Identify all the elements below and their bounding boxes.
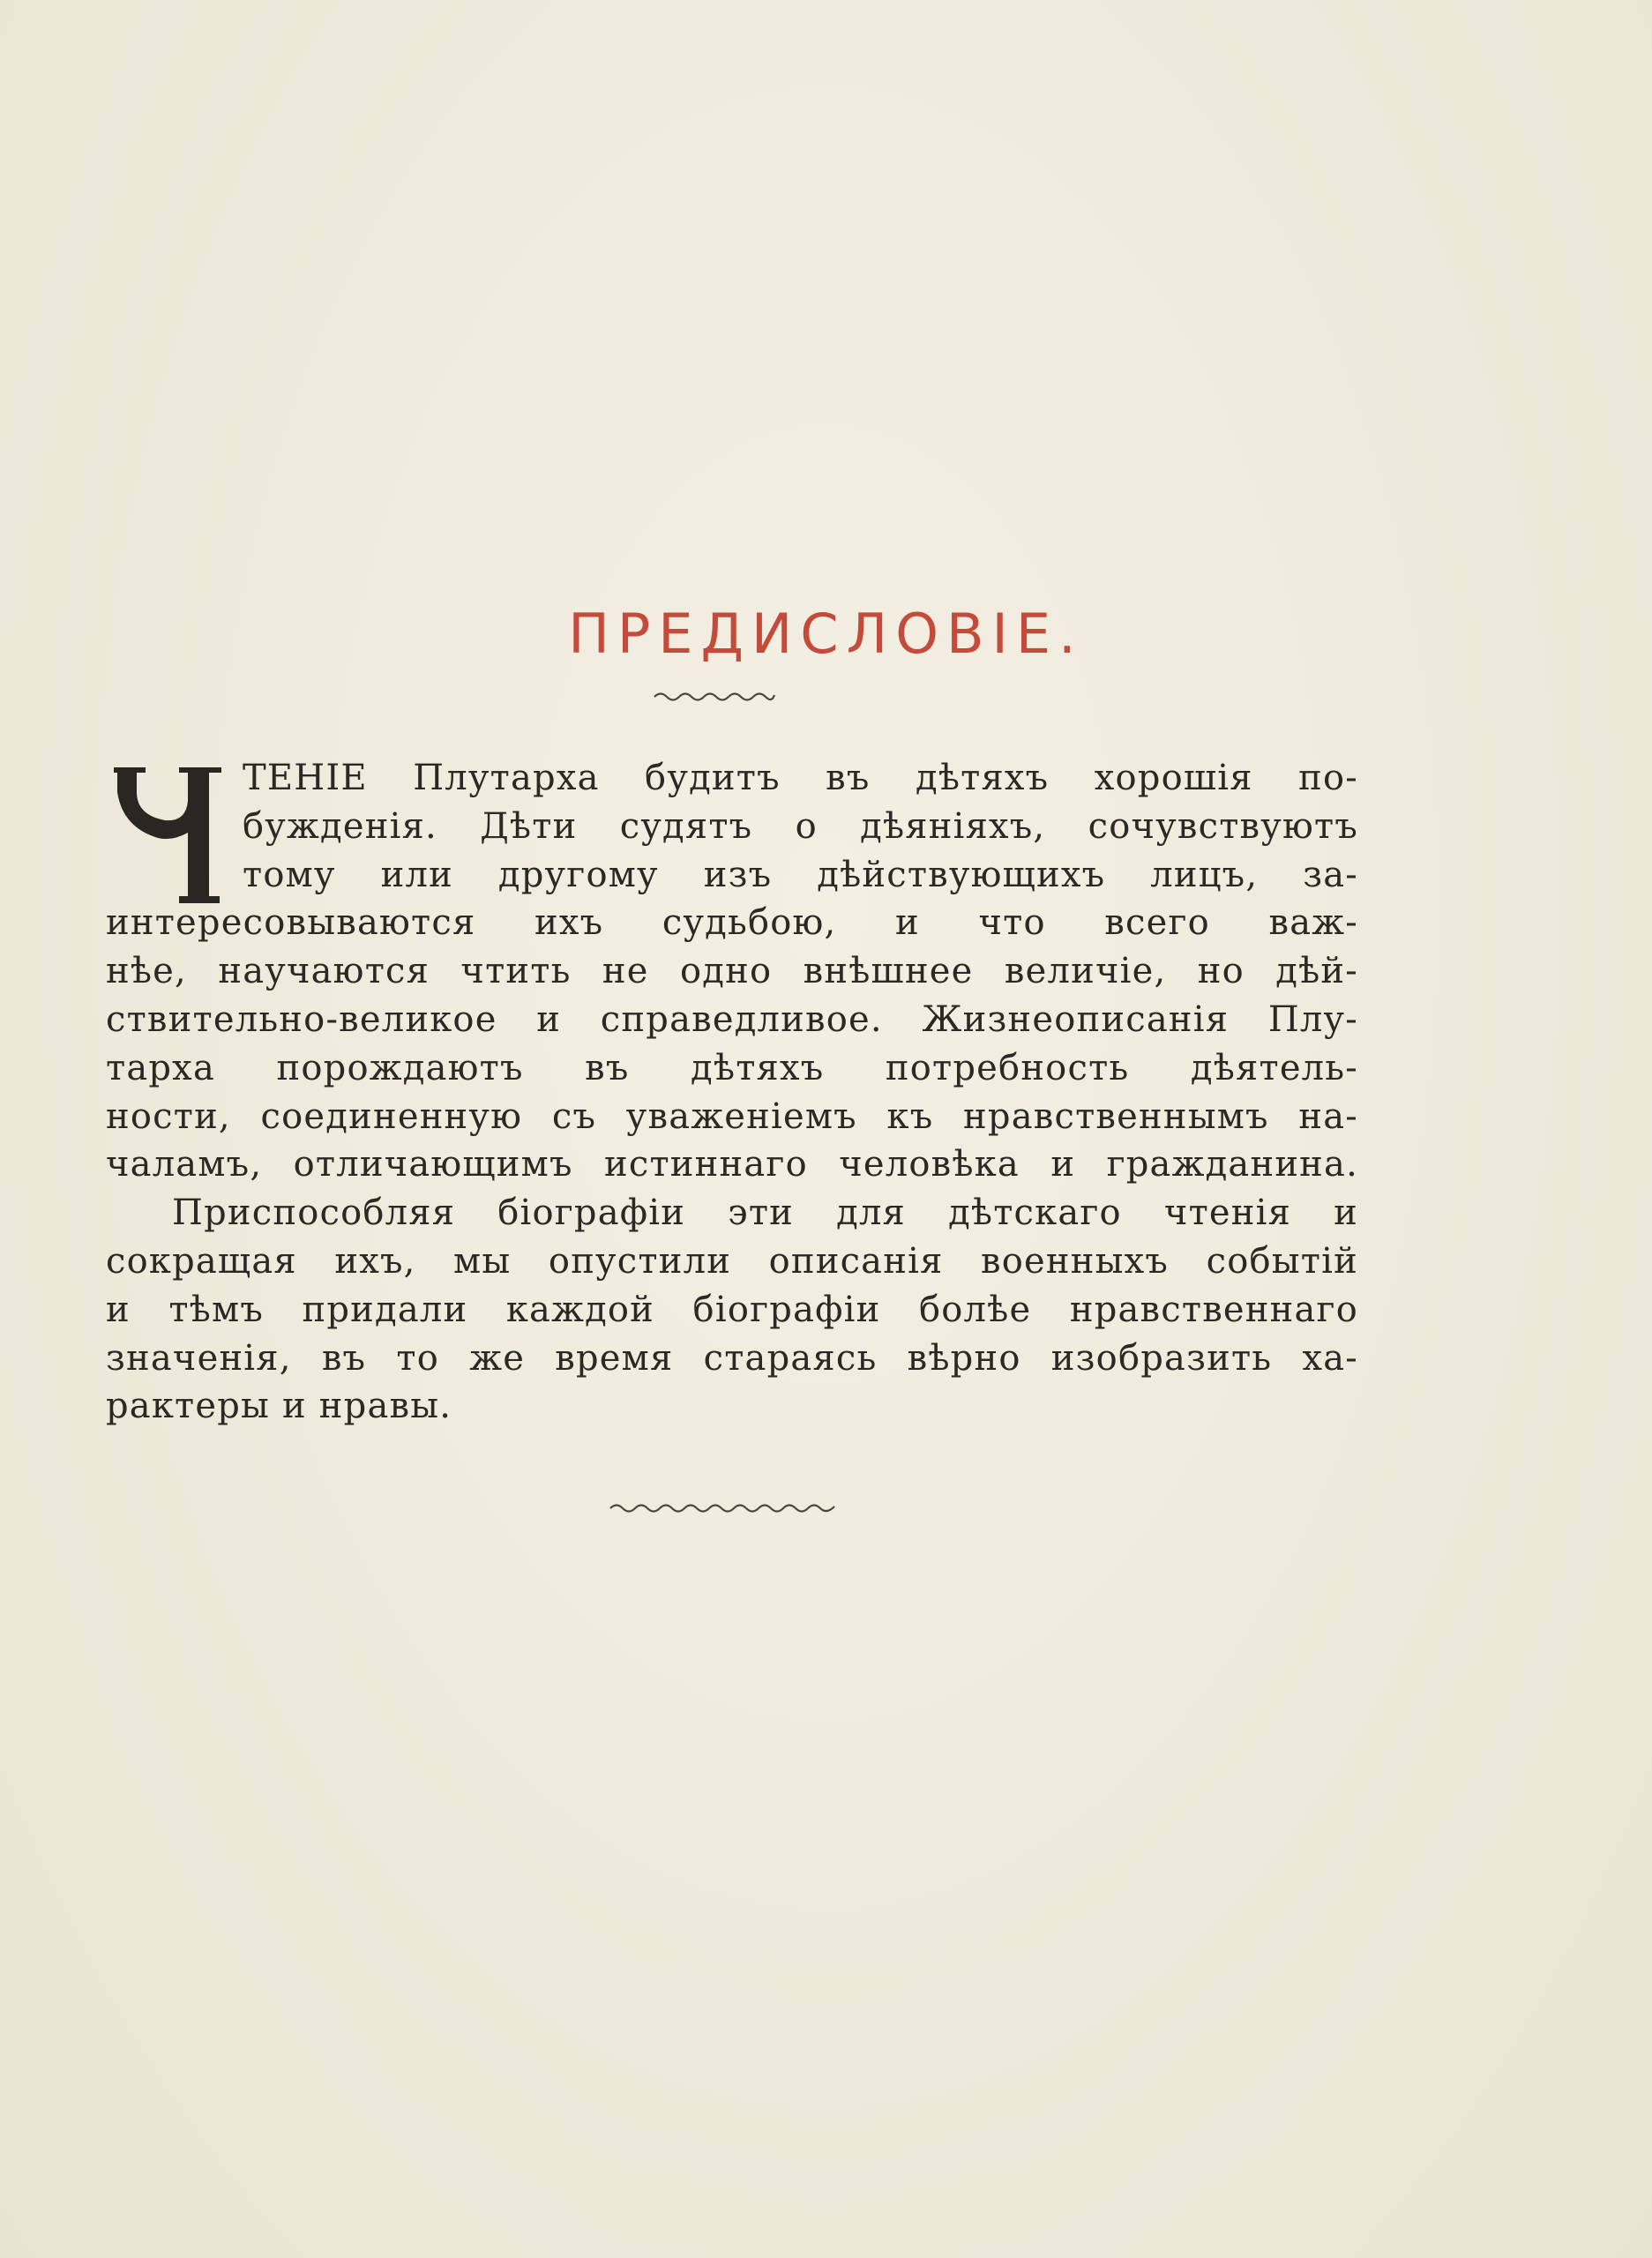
paragraph-line: нѣе, научаются чтить не одно внѣшнее величіе, но дѣй- — [106, 951, 1358, 992]
paragraph-line: тому или другому изъ дѣйствующихъ лицъ, за- — [243, 854, 1358, 895]
title-ornament — [653, 688, 776, 706]
paragraph-line: значенія, въ то же время стараясь вѣрно изобразить ха- — [106, 1337, 1358, 1379]
paragraph-line: тарха порождаютъ въ дѣтяхъ потребность дѣятель- — [106, 1047, 1358, 1088]
paragraph-line: ствительно-великое и справедливое. Жизнеописанія Плу- — [106, 998, 1358, 1040]
paragraph-line: сокращая ихъ, мы опустили описанія военныхъ событій — [106, 1240, 1358, 1282]
preface-text — [106, 754, 1358, 1431]
paragraph-line: Приспособляя біографіи эти для дѣтскаго чтенія и — [172, 1193, 1358, 1234]
paragraph-line: и тѣмъ придали каждой біографіи болѣе нравственнаго — [106, 1289, 1358, 1330]
paragraph-line: ности, соединенную съ уваженіемъ къ нравственнымъ на- — [106, 1095, 1358, 1137]
paragraph-line: рактеры и нравы. — [106, 1386, 452, 1427]
page-title: ПРЕДИСЛОВІЕ. — [568, 601, 1084, 666]
paragraph-line: интересовываются ихъ судьбою, и что всего важ- — [106, 902, 1358, 944]
paragraph-line: чаламъ, отличающимъ истиннаго человѣка и гражданина. — [106, 1144, 1358, 1185]
paragraph-line: бужденія. Дѣти судятъ о дѣяніяхъ, сочувствуютъ — [243, 805, 1358, 847]
paragraph-line: ТЕНІЕ Плутарха будитъ въ дѣтяхъ хорошія по- — [243, 758, 1358, 798]
end-ornament — [609, 1499, 838, 1517]
